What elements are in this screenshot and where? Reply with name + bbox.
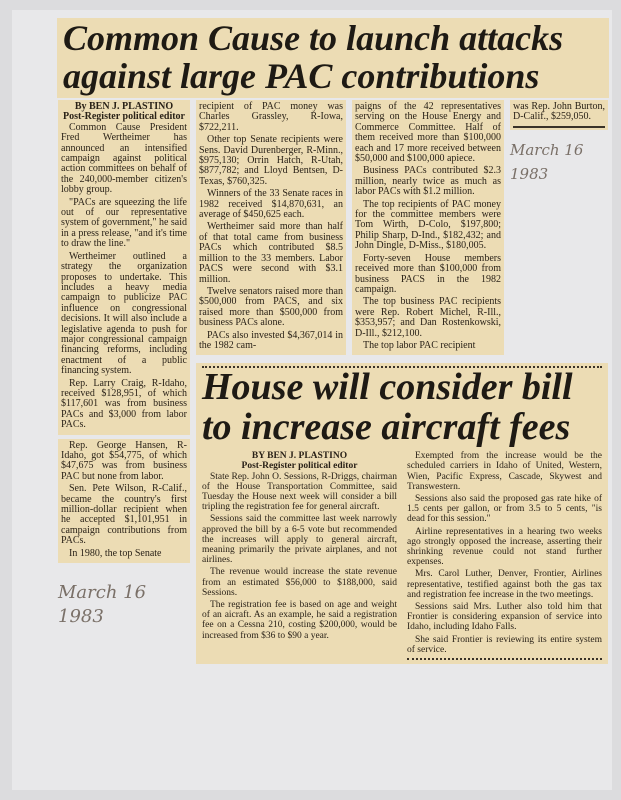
paragraph: Business PACs contributed $2.3 million, nearly twice as much as labor PACs with $1.2 million. (355, 165, 501, 198)
paragraph: Winners of the 33 Senate races in 1982 received $14,870,631, an average of $450,625 each. (199, 188, 343, 221)
paragraph: Rep. Larry Craig, R-Idaho, received $128,951, of which $117,601 was from business PACs and $3,000 from labor PACs. (61, 377, 187, 431)
article2-column-1 (202, 451, 397, 643)
article1-byline: By BEN J. PLASTINO (74, 101, 174, 112)
article2-byline-title: Post-Register political editor (241, 461, 358, 472)
paragraph: Sessions said Mrs. Luther also told him that Frontier is considering expansion of service into Idaho, including Idaho Falls. (407, 601, 602, 633)
paragraph: The top labor PAC recipient (363, 339, 476, 351)
article1-left-column-area (58, 100, 190, 629)
paragraph: Sessions also said the proposed gas rate hike of 1.5 cents per gallon, or from 3.5 to 5 cents, "is dead for this session." (407, 493, 602, 525)
paragraph: She said Frontier is reviewing its entire system of service. (407, 634, 602, 655)
article1-column-1 (58, 100, 190, 435)
article2-headline-line2: to increase aircraft fees (202, 406, 571, 449)
article1-column-4 (510, 100, 608, 130)
article2-bottom-rule (407, 658, 602, 660)
paragraph: Sessions said the committee last week narrowly approved the bill by a 6-5 vote but recommended the increases will apply to general aircraft, meaning primarily the private airplanes, and not airlines. (202, 514, 397, 566)
paragraph: "PACs are squeezing the life out of our representative system of government," he said in a press release, "and it's time to draw the line." (61, 196, 188, 250)
article1-column-3 (352, 100, 504, 355)
paragraph: Rep. George Hansen, R-Idaho, got $54,775, of which $47,675 was from business PAC but none from labor. (61, 439, 187, 482)
paragraph: Common Cause President Fred Wertheimer has announced an intensified campaign against political action committees on behalf of the 240,000-member citizen's lobby group. (61, 121, 187, 196)
article1-headline-line2: against large PAC contributions (63, 55, 540, 96)
article1-handwritten-date: March 16 1983 (510, 140, 584, 183)
paragraph: Wertheimer said more than half of that total came from business PACs which contributed $8.5 million to the 33 members. Labor PACS were second with $3.1 million. (199, 221, 343, 285)
article1-column-2 (196, 100, 346, 355)
article1-column-4-area (510, 100, 608, 186)
paragraph: Exempted from the increase would be the scheduled carriers in Idaho of United, Western, Wien, Pacific Express, Cascade, Skywest and Transwestern. (407, 451, 602, 492)
paragraph: Other top Senate recipients were Sens. David Durenberger, R-Minn., $975,130; Orrin Hatch, R-Utah, $877,782; and Lloyd Bentsen, D-Texas, $760,325. (199, 134, 343, 187)
article2-handwritten-date: March 16 1983 (58, 582, 147, 628)
paragraph: was Rep. John Burton, D-Calif., $259,050. (513, 101, 605, 123)
article2-columns-row (202, 451, 602, 660)
clipping-2 (196, 363, 608, 664)
article1-columns-row (196, 100, 608, 355)
article1-end-rule (513, 126, 605, 128)
article1-headline-block (57, 18, 609, 98)
article2-headline-line1: House will consider bill (202, 366, 573, 409)
article2-byline: BY BEN J. PLASTINO (251, 451, 348, 462)
paragraph: Forty-seven House members received more than $100,000 from business PACS in the 1982 campaign. (355, 252, 501, 295)
paragraph: Sen. Pete Wilson, R-Calif., became the country's first million-dollar recipient when he accepted $1,101,951 in campaign contributions from PACs. (61, 483, 187, 547)
paragraph: paigns of the 42 representatives serving on the House Energy and Commerce Committee. Half of them received more than $100,000 each and 17 more received between $50,000 and $100,000 apiece. (355, 101, 501, 165)
paragraph: Airline representatives in a hearing two weeks ago strongly opposed the increase, asserting their shrinking revenue could not stand further expenses. (407, 526, 602, 568)
paragraph: The revenue would increase the state revenue from an estimated $56,000 to $188,000, said Sessions. (202, 567, 397, 598)
paragraph: Mrs. Carol Luther, Denver, Frontier, Airlines representative, testified against both the gas tax and registration fee increase in the two meetings. (407, 569, 602, 600)
paragraph: PACs also invested $4,367,014 in the 1982 cam- (199, 329, 343, 351)
paragraph: State Rep. John O. Sessions, R-Driggs, chairman of the House Transportation Committee, said Tuesday the House next week will consider a bill tripling the registration fee for general aircraft. (202, 471, 397, 513)
paragraph: Wertheimer outlined a strategy the organization proposes to undertake. This includes a heavy media campaign to publicize PAC influence on congressional decisions. It will also include a legislative agenda to push for major congressional campaign financing reforms, including enactment of a public financing system. (61, 250, 187, 377)
paragraph: In 1980, the top Senate (69, 547, 162, 559)
article1-byline-title: Post-Register political editor (62, 111, 185, 123)
article2-column-2 (407, 451, 602, 660)
paragraph: The top business PAC recipients were Rep. Robert Michel, R-Ill., $353,957; and Dan Rostenkowski, D-Ill., $212,100. (355, 296, 501, 339)
paragraph: The top recipients of PAC money for the committee members were Tom Wirth, D-Colo, $197,800; Philip Sharp, D-Ind., $182,432; and John Dingle, D-Miss., $180,005. (355, 198, 501, 252)
article1-column-1-continued (58, 439, 190, 563)
article1-headline-line1: Common Cause to launch attacks (63, 18, 564, 58)
paragraph: The registration fee is based on age and weight of an aicraft. As an example, he said a registration fee on a Cessna 210, costing $200,000, would be increased from $36 to $90 a year. (202, 599, 397, 641)
paragraph: Twelve senators raised more than $500,000 from PACS, and six raised more than $500,000 from business PACs alone. (199, 285, 343, 329)
paragraph: recipient of PAC money was Charles Grassley, R-Iowa, $722,211. (199, 101, 343, 133)
right-content-area (196, 100, 608, 664)
